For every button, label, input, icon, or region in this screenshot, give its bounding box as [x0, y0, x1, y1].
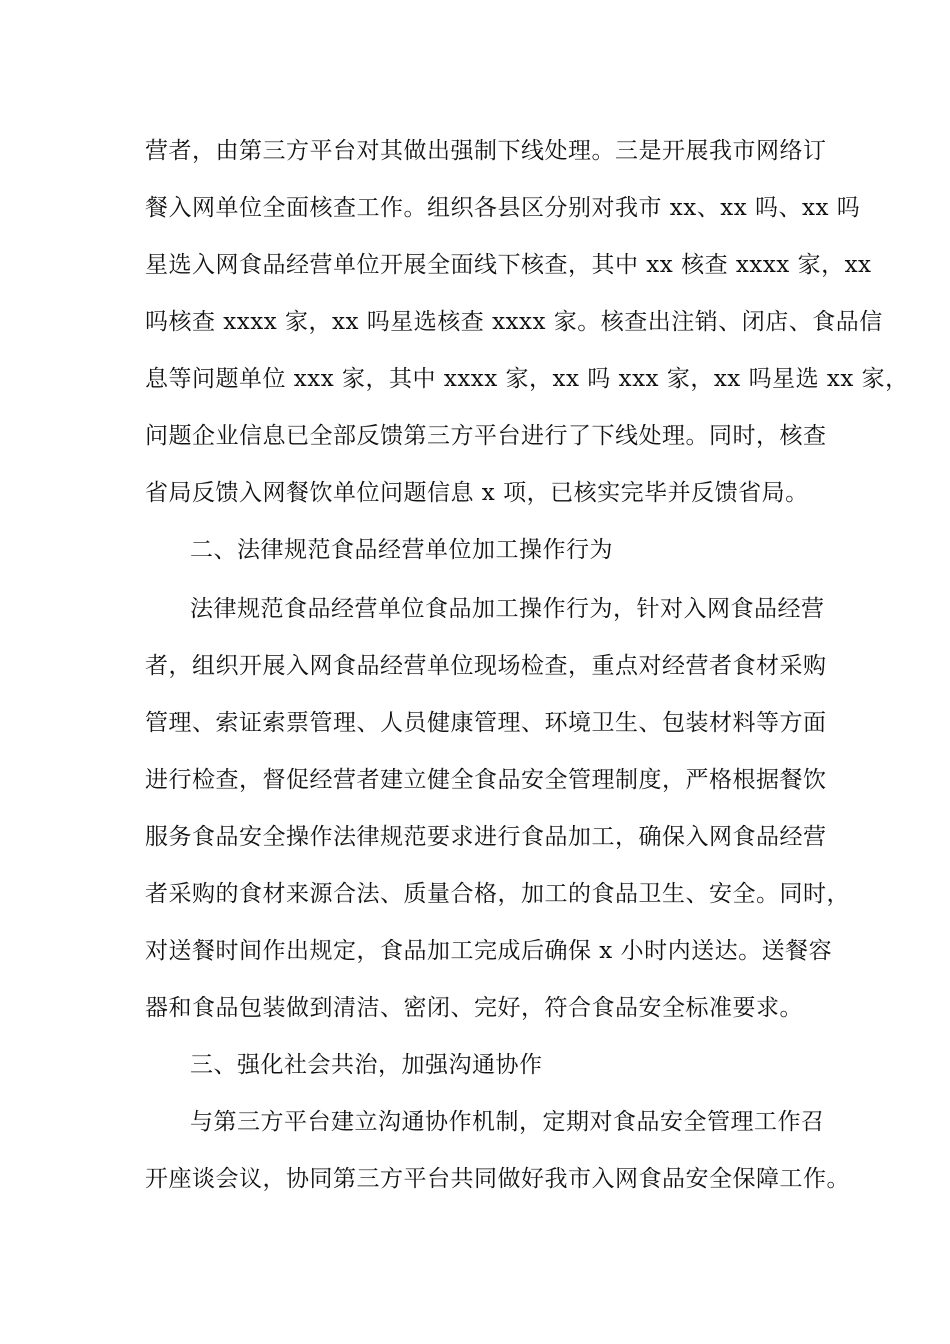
paragraph-line: 法律规范食品经营单位食品加工操作行为，针对入网食品经营: [190, 596, 825, 622]
paragraph-line: 息等问题单位 xxx 家，其中 xxxx 家，xx 吗 xxx 家，xx 吗星选 xx 家，: [145, 366, 909, 392]
paragraph-line: 营者，由第三方平台对其做出强制下线处理。三是开展我市网络订: [145, 138, 827, 164]
paragraph-line: 进行检查，督促经营者建立健全食品安全管理制度，严格根据餐饮: [145, 767, 827, 793]
paragraph-line: 服务食品安全操作法律规范要求进行食品加工，确保入网食品经营: [145, 824, 827, 850]
section-heading: 三、强化社会共治，加强沟通协作: [190, 1052, 543, 1078]
paragraph-line: 管理、索证索票管理、人员健康管理、环境卫生、包装材料等方面: [145, 710, 827, 736]
paragraph-line: 者采购的食材来源合法、质量合格，加工的食品卫生、安全。同时，: [145, 881, 850, 907]
paragraph-line: 省局反馈入网餐饮单位问题信息 x 项，已核实完毕并反馈省局。: [145, 480, 809, 506]
paragraph-line: 问题企业信息已全部反馈第三方平台进行了下线处理。同时，核查: [145, 423, 827, 449]
paragraph-line: 对送餐时间作出规定，食品加工完成后确保 x 小时内送达。送餐容: [145, 938, 833, 964]
section-heading: 二、法律规范食品经营单位加工操作行为: [190, 537, 613, 563]
paragraph-line: 开座谈会议，协同第三方平台共同做好我市入网食品安全保障工作。: [145, 1166, 850, 1192]
paragraph-line: 星选入网食品经营单位开展全面线下核查，其中 xx 核查 xxxx 家，xx: [145, 252, 872, 278]
paragraph-line: 与第三方平台建立沟通协作机制，定期对食品安全管理工作召: [190, 1109, 825, 1135]
paragraph-line: 器和食品包装做到清洁、密闭、完好，符合食品安全标准要求。: [145, 995, 803, 1021]
paragraph-line: 吗核查 xxxx 家，xx 吗星选核查 xxxx 家。核查出注销、闭店、食品信: [145, 309, 883, 335]
paragraph-line: 餐入网单位全面核查工作。组织各县区分别对我市 xx、xx 吗、xx 吗: [145, 195, 861, 221]
paragraph-line: 者，组织开展入网食品经营单位现场检查，重点对经营者食材采购: [145, 653, 827, 679]
